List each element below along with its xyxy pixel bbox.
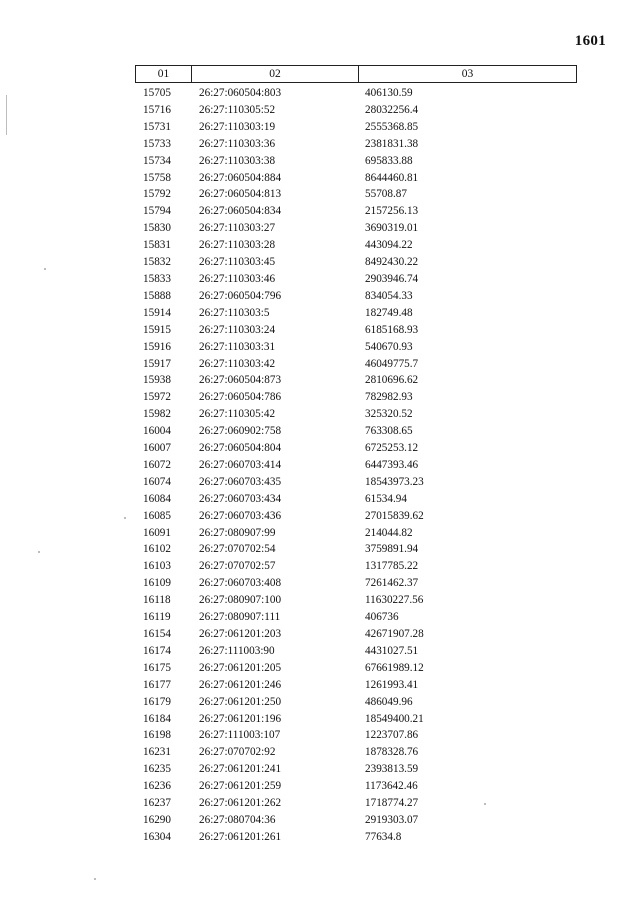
table-row <box>135 575 577 592</box>
cell-cadastral-number: 26:27:061201:203 <box>199 628 282 640</box>
cell-id: 16177 <box>143 678 171 691</box>
cell-cadastral-number: 26:27:060504:786 <box>199 391 282 404</box>
cell-cadastral-number: 26:27:110303:31 <box>199 340 276 353</box>
cell-value: 55708.87 <box>365 188 407 201</box>
cell-value: 1261993.41 <box>365 678 419 691</box>
table-row <box>135 795 577 812</box>
table-row <box>135 829 577 846</box>
cell-value: 2919303.07 <box>365 813 419 826</box>
cell-cadastral-number: 26:27:061201:205 <box>199 661 282 674</box>
table-row <box>135 305 577 322</box>
cell-id: 15831 <box>143 239 171 252</box>
cell-value: 182749.48 <box>365 306 413 319</box>
cell-id: 16103 <box>143 560 171 573</box>
table-row <box>135 85 577 102</box>
table-row <box>135 339 577 356</box>
table-row <box>135 474 577 491</box>
table-row <box>135 812 577 829</box>
cell-cadastral-number: 26:27:080704:36 <box>199 813 276 826</box>
cell-id: 15830 <box>143 222 171 235</box>
cell-cadastral-number: 26:27:110303:36 <box>199 137 276 150</box>
cell-value: 1173642.46 <box>365 780 418 793</box>
table-row <box>135 322 577 339</box>
cell-id: 16004 <box>143 425 171 438</box>
cell-value: 61534.94 <box>365 492 407 505</box>
cell-cadastral-number: 26:27:060504:796 <box>199 289 282 302</box>
cell-value: 834054.33 <box>365 289 413 302</box>
cell-cadastral-number: 26:27:070702:57 <box>199 560 276 573</box>
cell-value: 46049775.7 <box>365 357 419 370</box>
cell-id: 15794 <box>143 205 171 218</box>
cell-id: 15758 <box>143 171 171 184</box>
scan-speck <box>44 268 46 270</box>
cell-cadastral-number: 26:27:060504:813 <box>199 188 282 201</box>
cell-id: 16007 <box>143 442 171 455</box>
cell-cadastral-number: 26:27:110305:42 <box>199 408 276 421</box>
cell-value: 18543973.23 <box>365 475 424 488</box>
cell-value: 406736 <box>365 611 399 624</box>
cell-value: 1878328.76 <box>365 746 419 759</box>
cell-id: 15716 <box>143 103 171 116</box>
table-row <box>135 119 577 136</box>
cell-value: 8492430.22 <box>365 256 419 269</box>
cell-value: 1223707.86 <box>365 729 419 742</box>
cell-cadastral-number: 26:27:080907:99 <box>199 526 276 539</box>
table-row <box>135 711 577 728</box>
cell-id: 16304 <box>143 830 171 843</box>
cell-id: 16102 <box>143 543 171 556</box>
table-row <box>135 525 577 542</box>
cell-id: 16118 <box>143 594 171 607</box>
table-row <box>135 440 577 457</box>
cell-id: 16154 <box>143 628 171 640</box>
cell-id: 16184 <box>143 712 171 725</box>
cell-cadastral-number: 26:27:110303:46 <box>199 272 276 285</box>
cell-value: 8644460.81 <box>365 171 419 184</box>
cell-cadastral-number: 26:27:060902:758 <box>199 425 282 438</box>
cell-value: 2381831.38 <box>365 137 419 150</box>
table-row <box>135 541 577 558</box>
cell-cadastral-number: 26:27:110303:38 <box>199 154 276 167</box>
cell-value: 214044.82 <box>365 526 413 539</box>
table-row <box>135 271 577 288</box>
cell-value: 2157256.13 <box>365 205 419 218</box>
table-row <box>135 237 577 254</box>
cell-value: 77634.8 <box>365 830 402 843</box>
table-row <box>135 609 577 626</box>
cell-id: 16091 <box>143 526 171 539</box>
table-row <box>135 558 577 575</box>
cell-cadastral-number: 26:27:060504:803 <box>199 87 282 99</box>
cell-cadastral-number: 26:27:110303:5 <box>199 306 270 319</box>
cell-value: 28032256.4 <box>365 103 419 116</box>
table-row <box>135 643 577 660</box>
cell-value: 3759891.94 <box>365 543 419 556</box>
table-row <box>135 761 577 778</box>
cell-cadastral-number: 26:27:110303:24 <box>199 323 276 336</box>
table-row <box>135 356 577 373</box>
cell-id: 15731 <box>143 120 171 133</box>
table-row <box>135 288 577 305</box>
cell-cadastral-number: 26:27:070702:92 <box>199 746 276 759</box>
table-row <box>135 102 577 119</box>
cell-value: 2555368.85 <box>365 120 419 133</box>
cell-id: 16179 <box>143 695 171 708</box>
cell-cadastral-number: 26:27:061201:262 <box>199 797 282 810</box>
table-row <box>135 694 577 711</box>
cell-value: 6725253.12 <box>365 442 419 455</box>
scan-speck <box>6 95 7 135</box>
cell-value: 2903946.74 <box>365 272 419 285</box>
cell-value: 325320.52 <box>365 408 413 421</box>
cell-cadastral-number: 26:27:070702:54 <box>199 543 276 556</box>
cell-cadastral-number: 26:27:061201:261 <box>199 830 282 843</box>
cell-id: 16119 <box>143 611 171 624</box>
cell-cadastral-number: 26:27:080907:100 <box>199 594 282 607</box>
cell-value: 6185168.93 <box>365 323 419 336</box>
cell-cadastral-number: 26:27:110303:45 <box>199 256 276 269</box>
cell-id: 16236 <box>143 780 171 793</box>
cell-id: 16084 <box>143 492 171 505</box>
page-number: 1601 <box>574 33 606 49</box>
table-row <box>135 423 577 440</box>
cell-value: 6447393.46 <box>365 458 419 471</box>
cell-value: 782982.93 <box>365 391 413 404</box>
cell-value: 1718774.27 <box>365 797 419 810</box>
cell-cadastral-number: 26:27:061201:259 <box>199 780 282 793</box>
cell-value: 540670.93 <box>365 340 413 353</box>
table-row <box>135 372 577 389</box>
cell-id: 16231 <box>143 746 171 759</box>
cell-cadastral-number: 26:27:110303:42 <box>199 357 276 370</box>
scan-speck <box>94 878 96 880</box>
cell-cadastral-number: 26:27:111003:107 <box>199 729 281 742</box>
cell-value: 763308.65 <box>365 425 413 438</box>
table-row <box>135 136 577 153</box>
cell-cadastral-number: 26:27:061201:250 <box>199 695 282 708</box>
scan-speck <box>484 803 486 805</box>
cell-value: 7261462.37 <box>365 577 419 590</box>
cell-id: 16235 <box>143 763 171 776</box>
cell-cadastral-number: 26:27:060504:804 <box>199 442 282 455</box>
cell-cadastral-number: 26:27:111003:90 <box>199 644 275 657</box>
cell-id: 16198 <box>143 729 171 742</box>
table-row <box>135 491 577 508</box>
cell-cadastral-number: 26:27:110303:28 <box>199 239 276 252</box>
cell-id: 15833 <box>143 272 171 285</box>
table-header <box>135 65 577 83</box>
cell-id: 16074 <box>143 475 171 488</box>
cell-id: 15972 <box>143 391 171 404</box>
table-row <box>135 186 577 203</box>
cell-cadastral-number: 26:27:060504:834 <box>199 205 282 218</box>
cell-value: 3690319.01 <box>365 222 419 235</box>
table-row <box>135 406 577 423</box>
cell-cadastral-number: 26:27:060504:873 <box>199 374 282 387</box>
cell-id: 15914 <box>143 306 171 319</box>
table-row <box>135 457 577 474</box>
cell-id: 16109 <box>143 577 171 590</box>
table-row <box>135 220 577 237</box>
table-row <box>135 677 577 694</box>
cell-value: 42671907.28 <box>365 628 424 640</box>
cell-cadastral-number: 26:27:110303:27 <box>199 222 276 235</box>
table-row <box>135 203 577 220</box>
cell-value: 11630227.56 <box>365 594 424 607</box>
table-row <box>135 170 577 187</box>
cell-value: 486049.96 <box>365 695 413 708</box>
cell-id: 15917 <box>143 357 171 370</box>
scan-speck <box>124 517 126 519</box>
cell-cadastral-number: 26:27:060703:436 <box>199 509 282 522</box>
table-row <box>135 778 577 795</box>
table-row <box>135 389 577 406</box>
cell-id: 15982 <box>143 408 171 421</box>
cell-value: 1317785.22 <box>365 560 419 573</box>
cell-id: 16290 <box>143 813 171 826</box>
cell-cadastral-number: 26:27:061201:241 <box>199 763 282 776</box>
cell-id: 15733 <box>143 137 171 150</box>
cell-id: 15734 <box>143 154 171 167</box>
cell-id: 16175 <box>143 661 171 674</box>
cell-cadastral-number: 26:27:060703:435 <box>199 475 282 488</box>
table-row <box>135 254 577 271</box>
cell-value: 27015839.62 <box>365 509 424 522</box>
cell-id: 15916 <box>143 340 171 353</box>
cell-id: 15705 <box>143 87 171 99</box>
cell-id: 16174 <box>143 644 171 657</box>
table-row <box>135 153 577 170</box>
cell-value: 18549400.21 <box>365 712 424 725</box>
cell-id: 16072 <box>143 458 171 471</box>
table-row <box>135 626 577 643</box>
table-row <box>135 592 577 609</box>
cell-value: 406130.59 <box>365 87 413 99</box>
cell-cadastral-number: 26:27:060703:414 <box>199 458 282 471</box>
cell-cadastral-number: 26:27:110305:52 <box>199 103 276 116</box>
table-row <box>135 508 577 525</box>
cell-cadastral-number: 26:27:080907:111 <box>199 611 281 624</box>
header-col-03: 03 <box>461 68 474 80</box>
cell-value: 443094.22 <box>365 239 413 252</box>
header-col-01: 01 <box>136 66 192 82</box>
cell-id: 15792 <box>143 188 171 201</box>
cell-value: 2810696.62 <box>365 374 419 387</box>
table-body <box>135 85 577 846</box>
table-row <box>135 727 577 744</box>
cell-id: 15938 <box>143 374 171 387</box>
cell-cadastral-number: 26:27:110303:19 <box>199 120 276 133</box>
cell-cadastral-number: 26:27:060703:434 <box>199 492 282 505</box>
cell-id: 15888 <box>143 289 171 302</box>
table-row <box>135 744 577 761</box>
cell-id: 16085 <box>143 509 171 522</box>
cell-id: 16237 <box>143 797 171 810</box>
scan-speck <box>38 551 40 553</box>
cell-value: 695833.88 <box>365 154 413 167</box>
cell-cadastral-number: 26:27:060703:408 <box>199 577 282 590</box>
cell-value: 2393813.59 <box>365 763 419 776</box>
header-col-02: 02 <box>192 66 359 82</box>
cell-value: 67661989.12 <box>365 661 424 674</box>
cell-value: 4431027.51 <box>365 644 419 657</box>
cell-cadastral-number: 26:27:061201:246 <box>199 678 282 691</box>
cell-cadastral-number: 26:27:061201:196 <box>199 712 282 725</box>
cell-cadastral-number: 26:27:060504:884 <box>199 171 282 184</box>
table-row <box>135 660 577 677</box>
cell-id: 15832 <box>143 256 171 269</box>
cell-id: 15915 <box>143 323 171 336</box>
